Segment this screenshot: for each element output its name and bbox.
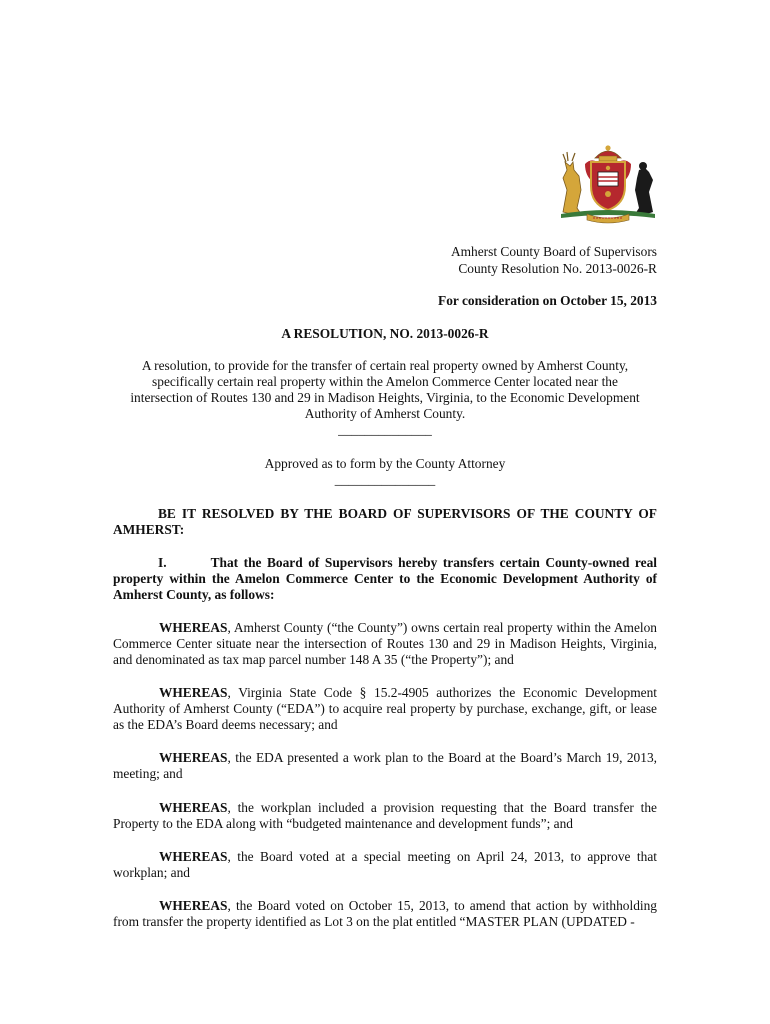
summary-line: specifically certain real property within the Amelon Commerce Center located near the bbox=[152, 374, 618, 389]
section-number: I. bbox=[158, 555, 167, 570]
whereas-clause: WHEREAS, the Board voted at a special meeting on April 24, 2013, to approve that workplan; and bbox=[113, 849, 657, 880]
whereas-clause: WHEREAS, Virginia State Code § 15.2-4905 authorizes the Economic Development Authority of Amherst County (“EDA”) to acquire real property by purchase, exchange, gift, or lease as the EDA’s Board deems necessary; and bbox=[113, 685, 657, 732]
whereas-clause: WHEREAS, Amherst County (“the County”) owns certain real property within the Amelon Commerce Center situate near the intersection of Routes 130 and 29 in Madison Heights, Virginia, and denominated as tax map parcel number 148 A 35 (“the Property”); and bbox=[113, 620, 657, 667]
summary-line: Authority of Amherst County. bbox=[304, 406, 466, 421]
summary-line: A resolution, to provide for the transfer of certain real property owned by Amherst County, bbox=[141, 358, 629, 373]
signature-rule: ______________ bbox=[338, 422, 432, 437]
resolved-clause: BE IT RESOLVED BY THE BOARD OF SUPERVISORS OF THE COUNTY OF AMHERST: bbox=[113, 506, 657, 537]
board-name: Amherst County Board of Supervisors bbox=[450, 244, 657, 259]
section-text: That the Board of Supervisors hereby transfers certain County-owned real property within the Amelon Commerce Center to the Economic Development Authority of Amherst County, as follows: bbox=[113, 555, 657, 602]
county-seal-icon bbox=[557, 142, 659, 226]
signature-rule: _______________ bbox=[334, 472, 436, 487]
section-one bbox=[113, 555, 657, 603]
whereas-clause: WHEREAS, the Board voted on October 15, 2013, to amend that action by withholding from transfer the property identified as Lot 3 on the plat entitled “MASTER PLAN (UPDATED - bbox=[113, 898, 657, 929]
whereas-clause: WHEREAS, the EDA presented a work plan to the Board at the Board’s March 19, 2013, meeting; and bbox=[113, 750, 657, 781]
whereas-clause: WHEREAS, the workplan included a provision requesting that the Board transfer the Property to the EDA along with “budgeted maintenance and development funds”; and bbox=[113, 800, 657, 831]
resolution-number: County Resolution No. 2013-0026-R bbox=[458, 261, 657, 276]
summary-line: intersection of Routes 130 and 29 in Madison Heights, Virginia, to the Economic Development bbox=[130, 390, 640, 405]
approval-line: Approved as to form by the County Attorney bbox=[264, 456, 506, 471]
consideration-date: For consideration on October 15, 2013 bbox=[438, 293, 657, 308]
resolution-title: A RESOLUTION, NO. 2013-0026-R bbox=[281, 326, 489, 341]
